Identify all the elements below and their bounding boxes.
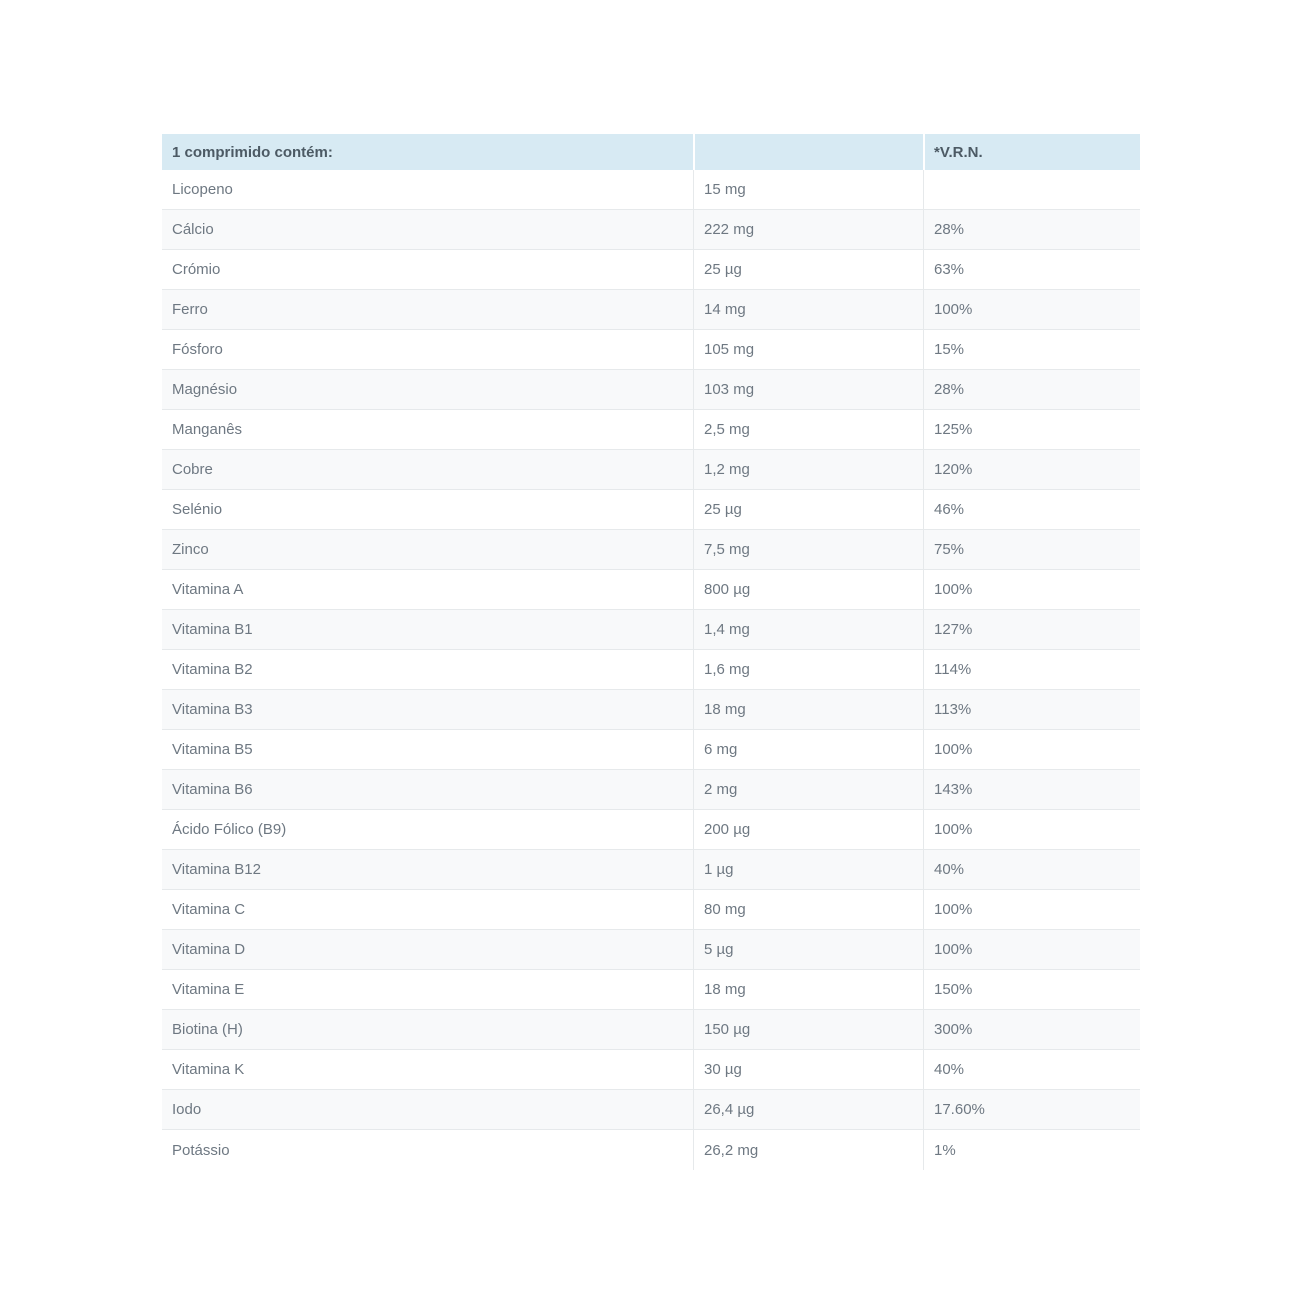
table-row — [162, 570, 1140, 610]
nutrient-name: Vitamina B12 — [172, 861, 261, 878]
nutrient-vrn: 63% — [923, 250, 1140, 289]
nutrient-vrn: 100% — [923, 730, 1140, 769]
nutrient-amount: 80 mg — [693, 890, 923, 929]
nutrient-name: Vitamina B2 — [172, 661, 253, 678]
nutrient-amount: 1,2 mg — [693, 450, 923, 489]
nutrient-vrn: 300% — [923, 1010, 1140, 1049]
nutrient-amount: 2 mg — [693, 770, 923, 809]
table-row — [162, 170, 1140, 210]
nutrient-vrn: 1% — [923, 1130, 1140, 1170]
nutrient-amount: 30 µg — [693, 1050, 923, 1089]
nutrient-amount: 15 mg — [693, 170, 923, 209]
table-row — [162, 290, 1140, 330]
table-row — [162, 890, 1140, 930]
nutrient-amount: 18 mg — [693, 970, 923, 1009]
nutrient-amount: 5 µg — [693, 930, 923, 969]
table-row — [162, 1010, 1140, 1050]
table-row — [162, 970, 1140, 1010]
nutrient-name: Fósforo — [172, 341, 223, 358]
nutrient-vrn: 40% — [923, 1050, 1140, 1089]
nutrient-vrn: 100% — [923, 570, 1140, 609]
nutrient-name: Vitamina E — [172, 981, 245, 998]
nutrient-name: Vitamina A — [172, 581, 244, 598]
nutrient-vrn: 15% — [923, 330, 1140, 369]
nutrient-amount: 26,2 mg — [693, 1130, 923, 1170]
table-row — [162, 370, 1140, 410]
nutrient-vrn: 100% — [923, 810, 1140, 849]
nutrient-vrn: 127% — [923, 610, 1140, 649]
nutrient-amount: 25 µg — [693, 250, 923, 289]
nutrient-name: Vitamina B6 — [172, 781, 253, 798]
nutrient-name: Vitamina K — [172, 1061, 245, 1078]
nutrient-name: Vitamina C — [172, 901, 246, 918]
nutrient-vrn: 28% — [923, 210, 1140, 249]
nutrient-vrn: 100% — [923, 290, 1140, 329]
nutrient-name: Ácido Fólico (B9) — [172, 821, 287, 838]
table-row — [162, 850, 1140, 890]
nutrient-amount: 150 µg — [693, 1010, 923, 1049]
table-row — [162, 730, 1140, 770]
nutrient-name: Magnésio — [172, 381, 238, 398]
table-row — [162, 770, 1140, 810]
table-row — [162, 1090, 1140, 1130]
nutrient-amount: 1 µg — [693, 850, 923, 889]
nutrient-name: Licopeno — [172, 181, 233, 198]
table-row — [162, 930, 1140, 970]
nutrient-vrn: 150% — [923, 970, 1140, 1009]
nutrient-vrn: 75% — [923, 530, 1140, 569]
nutrient-vrn: 114% — [923, 650, 1140, 689]
nutrient-name: Selénio — [172, 501, 223, 518]
nutrient-name: Manganês — [172, 421, 243, 438]
nutrient-name: Cobre — [172, 461, 213, 478]
nutrient-name: Ferro — [172, 301, 208, 318]
nutrient-name: Zinco — [172, 541, 209, 558]
nutrient-vrn: 100% — [923, 890, 1140, 929]
nutrient-amount: 1,4 mg — [693, 610, 923, 649]
table-row — [162, 450, 1140, 490]
table-row — [162, 250, 1140, 290]
nutrient-vrn: 125% — [923, 410, 1140, 449]
nutrient-amount: 222 mg — [693, 210, 923, 249]
table-row — [162, 610, 1140, 650]
nutrient-vrn: 28% — [923, 370, 1140, 409]
nutrient-vrn: 120% — [923, 450, 1140, 489]
nutrition-table — [162, 134, 1140, 1170]
nutrient-amount: 105 mg — [693, 330, 923, 369]
header-cell-amount — [693, 134, 923, 170]
nutrient-vrn — [923, 170, 1140, 209]
table-row — [162, 1050, 1140, 1090]
table-row — [162, 210, 1140, 250]
nutrient-amount: 6 mg — [693, 730, 923, 769]
header-cell-contains: 1 comprimido contém: — [162, 134, 693, 170]
table-row — [162, 530, 1140, 570]
table-body — [162, 170, 1140, 1170]
nutrient-name: Vitamina B5 — [172, 741, 253, 758]
nutrient-vrn: 100% — [923, 930, 1140, 969]
nutrient-amount: 1,6 mg — [693, 650, 923, 689]
nutrient-name: Potássio — [172, 1141, 230, 1159]
nutrient-amount: 7,5 mg — [693, 530, 923, 569]
table-row — [162, 410, 1140, 450]
nutrient-amount: 18 mg — [693, 690, 923, 729]
table-row — [162, 810, 1140, 850]
nutrient-name: Vitamina D — [172, 941, 246, 958]
nutrient-name: Cálcio — [172, 221, 214, 238]
nutrient-amount: 25 µg — [693, 490, 923, 529]
table-row — [162, 330, 1140, 370]
table-row — [162, 650, 1140, 690]
nutrient-vrn: 17.60% — [923, 1090, 1140, 1129]
nutrient-amount: 26,4 µg — [693, 1090, 923, 1129]
nutrient-amount: 200 µg — [693, 810, 923, 849]
nutrient-name: Biotina (H) — [172, 1021, 243, 1038]
nutrient-vrn: 143% — [923, 770, 1140, 809]
nutrient-name: Vitamina B1 — [172, 621, 253, 638]
nutrient-amount: 103 mg — [693, 370, 923, 409]
nutrient-vrn: 113% — [923, 690, 1140, 729]
nutrient-vrn: 40% — [923, 850, 1140, 889]
nutrient-name: Iodo — [172, 1101, 202, 1118]
table-row — [162, 690, 1140, 730]
nutrient-amount: 14 mg — [693, 290, 923, 329]
nutrient-amount: 800 µg — [693, 570, 923, 609]
nutrient-vrn: 46% — [923, 490, 1140, 529]
table-row — [162, 1130, 1140, 1170]
nutrient-amount: 2,5 mg — [693, 410, 923, 449]
header-cell-vrn: *V.R.N. — [923, 134, 1140, 170]
table-header-row — [162, 134, 1140, 170]
nutrient-name: Crómio — [172, 261, 221, 278]
nutrient-name: Vitamina B3 — [172, 701, 253, 718]
table-row — [162, 490, 1140, 530]
